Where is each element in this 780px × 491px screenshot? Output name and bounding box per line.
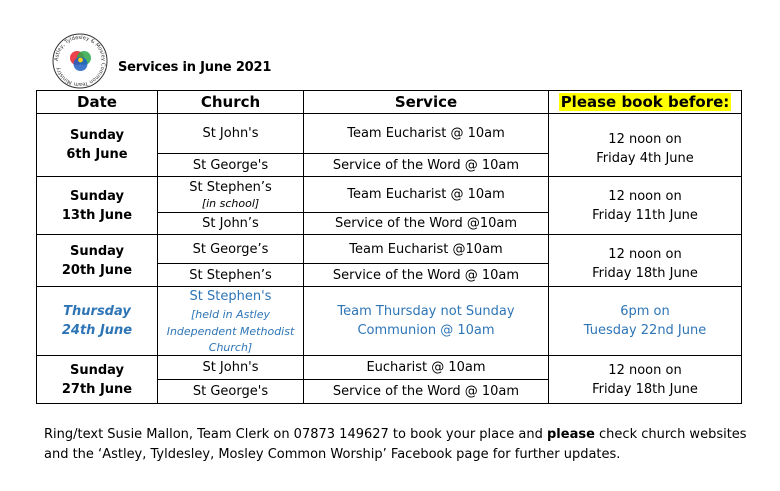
- date-cell: [37, 287, 158, 356]
- book-line: 12 noon on: [608, 188, 682, 204]
- date-day: Sunday: [69, 362, 125, 378]
- page-title: Services in June 2021: [118, 60, 272, 75]
- date-date: 6th June: [66, 147, 128, 162]
- church-cell: St John's: [158, 356, 304, 380]
- book-before-cell: [549, 356, 742, 404]
- table-row: [37, 356, 742, 380]
- service-line: Communion @ 10am: [357, 323, 495, 338]
- table-row: [37, 287, 742, 356]
- church-name: St Stephen’s: [189, 180, 272, 195]
- date-date: 24th June: [61, 323, 133, 338]
- book-line: 6pm on: [620, 304, 670, 319]
- date-date: 27th June: [61, 381, 133, 397]
- book-before-cell: [549, 114, 742, 177]
- header-book-before: [549, 91, 742, 114]
- church-note: Church]: [208, 341, 253, 354]
- booking-note: [44, 425, 764, 465]
- header-date: Date: [37, 91, 158, 114]
- church-cell: St John’s: [158, 213, 304, 235]
- church-cell: St John's: [158, 114, 304, 154]
- service-cell: Service of the Word @ 10am: [304, 154, 549, 177]
- service-cell: Eucharist @ 10am: [304, 356, 549, 380]
- team-ministry-logo: [52, 33, 108, 89]
- date-cell: [37, 356, 158, 404]
- logo-ring-text: Astley, Tyldesley & Mosley Common Team Ministry: [53, 34, 107, 88]
- church-cell: St George's: [158, 380, 304, 404]
- date-cell: [37, 114, 158, 177]
- church-cell: [158, 177, 304, 213]
- services-table: [36, 90, 742, 404]
- church-cell: St George's: [158, 154, 304, 177]
- service-cell: Service of the Word @ 10am: [304, 264, 549, 287]
- church-note: [in school]: [201, 197, 260, 210]
- date-cell: [37, 235, 158, 287]
- date-date: 13th June: [61, 207, 133, 223]
- booking-note-emphasis: please: [547, 427, 595, 442]
- service-cell: Team Eucharist @10am: [304, 235, 549, 264]
- service-cell: Service of the Word @10am: [304, 213, 549, 235]
- date-day: Sunday: [69, 188, 125, 204]
- table-row: [37, 235, 742, 264]
- book-before-cell: [549, 177, 742, 235]
- date-date: 20th June: [61, 262, 133, 278]
- church-cell: St Stephen’s: [158, 264, 304, 287]
- service-cell: Team Eucharist @ 10am: [304, 177, 549, 213]
- church-note: Independent Methodist: [166, 325, 295, 338]
- highlighted-heading: Please book before:: [560, 92, 730, 111]
- date-day: Sunday: [69, 243, 125, 259]
- header-row: [37, 91, 742, 114]
- service-cell: [304, 287, 549, 356]
- church-note: [held in Astley: [191, 308, 270, 321]
- book-line: Tuesday 22nd June: [583, 323, 707, 338]
- date-day: Thursday: [63, 304, 131, 319]
- service-line: Team Thursday not Sunday: [337, 304, 515, 319]
- book-before-cell: [549, 287, 742, 356]
- book-before-cell: [549, 235, 742, 287]
- book-line: 12 noon on: [608, 362, 682, 378]
- book-line: Friday 18th June: [592, 381, 698, 397]
- table-row: [37, 177, 742, 213]
- service-cell: Team Eucharist @ 10am: [304, 114, 549, 154]
- date-cell: [37, 177, 158, 235]
- book-line: 12 noon on: [608, 246, 682, 262]
- church-cell: [158, 287, 304, 356]
- book-line: Friday 4th June: [596, 151, 694, 166]
- book-line: Friday 11th June: [592, 207, 698, 223]
- booking-note-text: check church websites and the ‘Astley, Tyldesley, Mosley Common Worship’ Facebook page for further updates.: [44, 427, 747, 462]
- header-service: Service: [304, 91, 549, 114]
- book-line: 12 noon on: [608, 132, 682, 147]
- date-day: Sunday: [69, 128, 125, 143]
- header-church: Church: [158, 91, 304, 114]
- church-cell: St George’s: [158, 235, 304, 264]
- church-name: St Stephen's: [189, 289, 272, 304]
- service-cell: Service of the Word @ 10am: [304, 380, 549, 404]
- book-line: Friday 18th June: [592, 265, 698, 281]
- table-row: [37, 114, 742, 154]
- booking-note-text: Ring/text Susie Mallon, Team Clerk on 07873 149627 to book your place and: [44, 427, 547, 442]
